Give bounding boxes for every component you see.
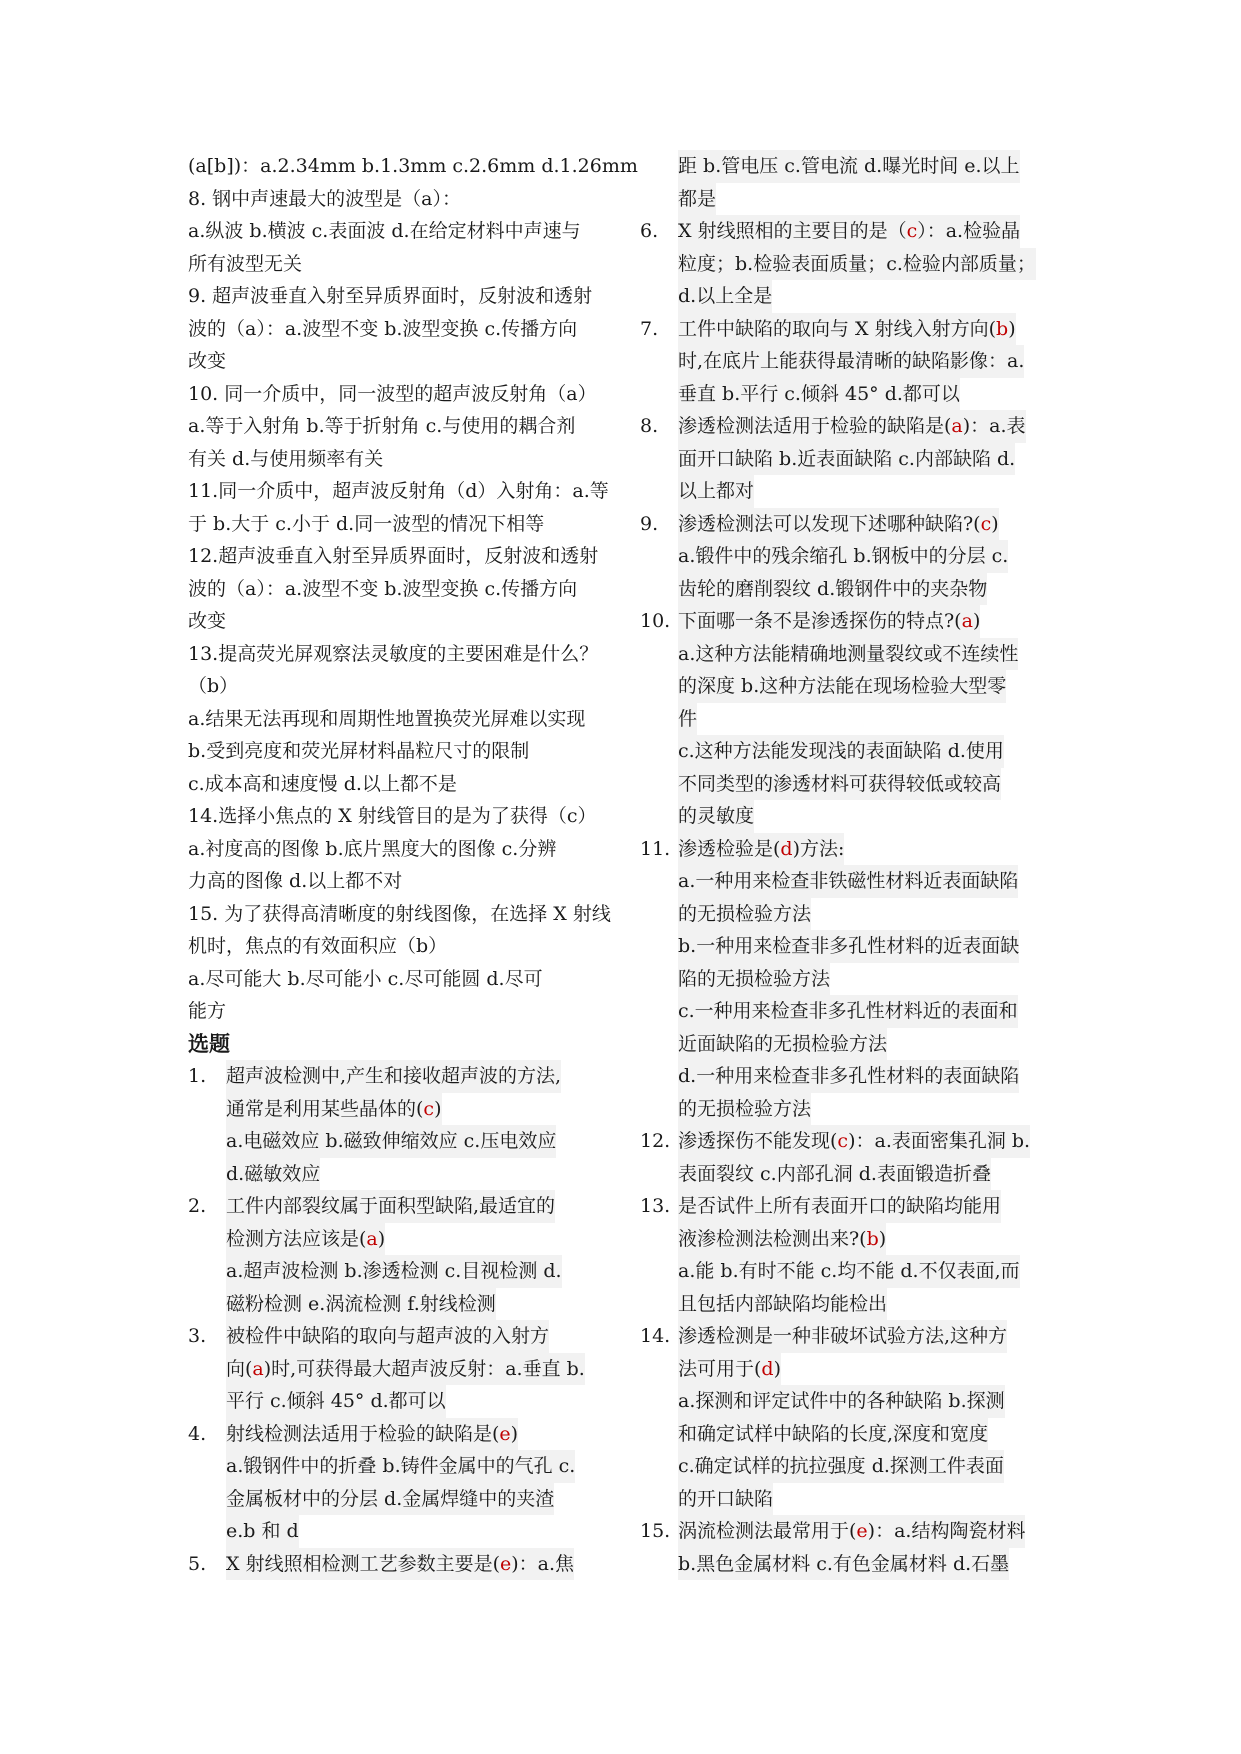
text-segment: 平行 c.倾斜 45° d.都可以 (226, 1390, 446, 1412)
question-number: 4. (188, 1422, 207, 1445)
text-line: 改变 (188, 610, 227, 632)
text-segment: 近面缺陷的无损检验方法 (678, 1032, 888, 1055)
highlighted-text (678, 1418, 988, 1451)
text-segment: 垂直 b.平行 c.倾斜 45° d.都可以 (678, 382, 960, 405)
question-number: 6. (640, 220, 659, 242)
highlighted-text (226, 1125, 556, 1158)
text-segment: 磁粉检测 e.涡流检测 f.射线检测 (226, 1292, 496, 1315)
question-item (188, 1060, 613, 1190)
text-segment: 液渗检测法检测出来?( (678, 1227, 867, 1250)
text-line (678, 410, 1060, 443)
text-segment: 渗透探伤不能发现( (678, 1130, 838, 1152)
text-segment: a.一种用来检查非铁磁性材料近表面缺陷 (678, 870, 1019, 892)
text-segment: 检测方法应该是( (226, 1227, 367, 1250)
answer-letter: b (996, 317, 1009, 340)
text-line (678, 1060, 1060, 1093)
answer-letter: a (252, 1357, 264, 1380)
question-number: 11. (640, 837, 671, 860)
highlighted-text (678, 313, 1016, 346)
answer-letter: b (866, 1227, 879, 1250)
text-line: 12.超声波垂直入射至异质界面时，反射波和透射 (188, 545, 599, 567)
text-segment: )方法: (792, 837, 845, 860)
text-line (678, 1255, 1060, 1288)
text-line (678, 183, 1060, 216)
text-segment: 是否试件上所有表面开口的缺陷均能用 (678, 1195, 1002, 1217)
text-segment: c.确定试样的抗拉强度 d.探测工件表面 (678, 1455, 1004, 1477)
text-line (678, 475, 1060, 508)
highlighted-text (678, 1255, 1020, 1288)
text-segment: 的无损检验方法 (678, 902, 812, 925)
highlighted-text (678, 1158, 991, 1191)
text-line (226, 1093, 613, 1126)
highlighted-text (678, 1190, 1001, 1223)
question-item (188, 1320, 613, 1418)
text-line (678, 865, 1060, 898)
text-segment: 渗透检测法适用于检验的缺陷是( (678, 415, 952, 437)
text-line (678, 800, 1060, 833)
text-segment: ) (377, 1227, 386, 1250)
highlighted-text (678, 800, 754, 833)
text-line: 8. 钢中声速最大的波型是（a）： (188, 187, 461, 210)
text-line (226, 1385, 613, 1418)
highlighted-text (678, 378, 960, 411)
question-body (678, 1125, 1060, 1190)
question-body (226, 1418, 613, 1548)
text-line (226, 1418, 613, 1451)
text-line (678, 638, 1060, 671)
text-segment: ) (434, 1097, 442, 1120)
text-segment: ) (878, 1227, 887, 1250)
text-segment: d.一种用来检查非多孔性材料的表面缺陷 (678, 1065, 1020, 1087)
text-line (678, 930, 1060, 963)
text-line (678, 605, 1060, 638)
answer-letter: d (780, 837, 793, 860)
text-segment: a.探测和评定试件中的各种缺陷 b.探测 (678, 1390, 1005, 1412)
answer-letter: e (499, 1552, 512, 1575)
text-line: a.尽可能大 b.尽可能小 c.尽可能圆 d.尽可 (188, 967, 543, 990)
answer-letter: c (980, 512, 992, 535)
text-segment: a.锻钢件中的折叠 b.铸件金属中的气孔 c. (226, 1455, 576, 1477)
highlighted-text (226, 1548, 574, 1581)
text-line: a.衬度高的图像 b.底片黑度大的图像 c.分辨 (188, 837, 557, 860)
text-segment: 工件内部裂纹属于面积型缺陷,最适宜的 (226, 1195, 556, 1217)
text-segment: 陷的无损检验方法 (678, 967, 831, 990)
text-line: a.结果无法再现和周期性地置换荧光屏难以实现 (188, 707, 586, 730)
text-segment: 表面裂纹 c.内部孔洞 d.表面锻造折叠 (678, 1162, 991, 1185)
text-line (678, 1028, 1060, 1061)
text-segment: )：a.表面密集孔洞 b. (848, 1130, 1031, 1152)
text-segment: a.锻件中的残余缩孔 b.钢板中的分层 c. (678, 545, 1009, 567)
highlighted-text (226, 1515, 299, 1548)
question-number: 5. (188, 1552, 207, 1575)
question-body (678, 410, 1060, 508)
text-segment: 距 b.管电压 c.管电流 d.曝光时间 e.以上 (678, 155, 1020, 177)
question-item (640, 508, 1060, 606)
question-item (640, 1125, 1060, 1190)
text-segment: c.一种用来检查非多孔性材料近的表面和 (678, 1000, 1018, 1022)
highlighted-text (226, 1320, 549, 1353)
question-item (640, 313, 1060, 411)
highlighted-text (678, 1483, 773, 1516)
highlighted-text (678, 1320, 1007, 1353)
text-line: 机时，焦点的有效面积应（b） (188, 935, 448, 957)
highlighted-text (226, 1418, 518, 1451)
text-line: 于 b.大于 c.小于 d.同一波型的情况下相等 (188, 512, 545, 535)
text-segment: 法可用于( (678, 1357, 762, 1380)
question-number: 14. (640, 1325, 671, 1347)
text-line (678, 508, 1060, 541)
text-line (678, 963, 1060, 996)
text-segment: d.磁敏效应 (226, 1162, 321, 1185)
question-item (640, 410, 1060, 508)
text-line: 14.选择小焦点的 X 射线管目的是为了获得（c） (188, 805, 597, 827)
highlighted-text (226, 1255, 562, 1288)
highlighted-text (678, 1125, 1030, 1158)
text-segment: 向( (226, 1357, 253, 1380)
answer-letter: e (856, 1520, 868, 1542)
text-segment: 和确定试样中缺陷的长度,深度和宽度 (678, 1422, 989, 1445)
text-line (678, 1385, 1060, 1418)
highlighted-text (226, 1483, 554, 1516)
text-segment: 的深度 b.这种方法能在现场检验大型零 (678, 675, 1007, 697)
text-line (678, 1418, 1060, 1451)
question-body (678, 833, 1060, 1126)
text-segment: ) (510, 1422, 519, 1445)
highlighted-text (678, 508, 999, 541)
question-body (226, 1060, 613, 1190)
question-number: 7. (640, 317, 659, 340)
text-segment: X 射线照相的主要目的是（ (678, 220, 907, 242)
question-body (678, 1190, 1060, 1320)
text-line (678, 768, 1060, 801)
highlighted-text (678, 670, 1006, 703)
text-line: 所有波型无关 (188, 252, 303, 275)
question-body (678, 605, 1060, 833)
text-line: 9. 超声波垂直入射至异质界面时，反射波和透射 (188, 285, 593, 307)
text-line (678, 1158, 1060, 1191)
highlighted-text (678, 1223, 886, 1256)
text-line: 11.同一介质中，超声波反射角（d）入射角：a.等 (188, 480, 609, 502)
highlighted-text (226, 1450, 575, 1483)
text-segment: e.b 和 d (226, 1520, 299, 1542)
question-number: 9. (640, 512, 659, 535)
text-line (678, 1125, 1060, 1158)
text-segment: )：a.结构陶瓷材料 (867, 1520, 1026, 1542)
highlighted-text (678, 1515, 1025, 1548)
highlighted-text (226, 1190, 555, 1223)
question-number: 3. (188, 1325, 207, 1347)
text-line (678, 1320, 1060, 1353)
text-line (678, 1548, 1060, 1581)
text-line: a.纵波 b.横波 c.表面波 d.在给定材料中声速与 (188, 220, 581, 242)
highlighted-text (678, 475, 754, 508)
text-segment: ) (773, 1357, 782, 1380)
highlighted-text (678, 833, 844, 866)
text-line (226, 1483, 613, 1516)
text-line: b.受到亮度和荧光屏材料晶粒尺寸的限制 (188, 740, 530, 762)
text-segment: ) (972, 610, 981, 632)
highlighted-text (226, 1288, 496, 1321)
text-segment: 时,在底片上能获得最清晰的缺陷影像：a. (678, 350, 1025, 372)
text-line (226, 1060, 613, 1093)
section-title: 选题 (188, 1031, 230, 1056)
text-line (678, 703, 1060, 736)
text-line (678, 443, 1060, 476)
highlighted-text (678, 703, 697, 736)
text-line (678, 670, 1060, 703)
text-line: 10. 同一介质中，同一波型的超声波反射角（a） (188, 382, 597, 405)
highlighted-text (678, 1385, 1005, 1418)
highlighted-text (226, 1223, 385, 1256)
text-line (678, 248, 1060, 281)
highlighted-text (678, 280, 772, 313)
text-segment: 通常是利用某些晶体的( (226, 1097, 424, 1120)
text-line (678, 280, 1060, 313)
text-line (678, 1353, 1060, 1386)
text-line: （b） (188, 675, 239, 697)
text-segment: c.这种方法能发现浅的表面缺陷 d.使用 (678, 740, 1004, 762)
highlighted-text (678, 1093, 811, 1126)
text-line: 有关 d.与使用频率有关 (188, 447, 384, 470)
question-item (188, 1548, 613, 1581)
text-segment: )：a.焦 (511, 1552, 575, 1575)
text-line (678, 898, 1060, 931)
text-line (678, 1515, 1060, 1548)
text-segment: 不同类型的渗透材料可获得较低或较高 (678, 772, 1002, 795)
text-segment: 粒度；b.检验表面质量；c.检验内部质量； (678, 252, 1036, 275)
highlighted-text (226, 1385, 446, 1418)
text-line: 波的（a）：a.波型不变 b.波型变换 c.传播方向 (188, 577, 578, 600)
question-number: 1. (188, 1065, 207, 1087)
left-column (188, 150, 638, 1580)
text-segment: ) (991, 512, 999, 535)
question-number: 12. (640, 1130, 671, 1152)
text-segment: 工件中缺陷的取向与 X 射线入射方向( (678, 317, 997, 340)
text-line (678, 313, 1060, 346)
text-segment: a.电磁效应 b.磁致伸缩效应 c.压电效应 (226, 1130, 557, 1152)
text-line (678, 1288, 1060, 1321)
text-segment: 件 (678, 707, 698, 730)
question-body (226, 1320, 613, 1418)
right-continuation-text (640, 150, 1060, 215)
text-segment: 被检件中缺陷的取向与超声波的入射方 (226, 1325, 550, 1347)
text-segment: ) (1008, 317, 1016, 340)
text-line (226, 1515, 613, 1548)
highlighted-text (678, 1288, 887, 1321)
text-line (678, 215, 1060, 248)
answer-letter: e (499, 1422, 511, 1445)
left-intro-text (188, 150, 638, 1028)
highlighted-text (678, 1450, 1004, 1483)
text-segment: a.这种方法能精确地测量裂纹或不连续性 (678, 642, 1019, 665)
question-body (678, 215, 1060, 313)
text-segment: ）：a.检验晶 (917, 220, 1021, 242)
highlighted-text (678, 898, 811, 931)
text-segment: )时,可获得最大超声波反射：a.垂直 b. (263, 1357, 585, 1380)
text-line (226, 1158, 613, 1191)
question-number: 13. (640, 1195, 671, 1217)
answer-letter: c (837, 1130, 849, 1152)
text-line (226, 1125, 613, 1158)
highlighted-text (226, 1060, 561, 1093)
text-line (226, 1190, 613, 1223)
highlighted-text (678, 735, 1004, 768)
question-item (640, 1320, 1060, 1515)
text-line (226, 1320, 613, 1353)
answer-letter: d (761, 1357, 774, 1380)
question-item (640, 215, 1060, 313)
right-question-list (640, 215, 1060, 1580)
text-line (678, 1450, 1060, 1483)
text-line (678, 378, 1060, 411)
text-segment: 的无损检验方法 (678, 1097, 812, 1120)
highlighted-text (678, 248, 1036, 281)
text-segment: 渗透检测法可以发现下述哪种缺陷?( (678, 512, 981, 535)
highlighted-text (678, 768, 1001, 801)
highlighted-text (678, 1353, 781, 1386)
text-line (226, 1223, 613, 1256)
text-line: 波的（a）：a.波型不变 b.波型变换 c.传播方向 (188, 317, 578, 340)
text-segment: 射线检测法适用于检验的缺陷是( (226, 1422, 500, 1445)
text-line: 改变 (188, 350, 227, 372)
text-line: 13.提高荧光屏观察法灵敏度的主要困难是什么？ (188, 642, 599, 665)
text-line: 能方 (188, 1000, 227, 1022)
question-body (226, 1548, 613, 1581)
text-segment: 齿轮的磨削裂纹 d.锻钢件中的夹杂物 (678, 577, 988, 600)
text-segment: 都是 (678, 187, 717, 210)
highlighted-text (678, 183, 716, 216)
text-segment: d.以上全是 (678, 285, 773, 307)
question-body (678, 313, 1060, 411)
highlighted-text (678, 215, 1020, 248)
highlighted-text (678, 930, 1019, 963)
text-line (678, 735, 1060, 768)
question-body (226, 1190, 613, 1320)
text-line (678, 1093, 1060, 1126)
highlighted-text (678, 573, 987, 606)
highlighted-text (678, 410, 1026, 443)
question-body (678, 1320, 1060, 1515)
left-question-list (188, 1060, 613, 1580)
text-line: 力高的图像 d.以上都不对 (188, 870, 403, 892)
text-line (678, 345, 1060, 378)
text-segment: 超声波检测中,产生和接收超声波的方法, (226, 1065, 562, 1087)
text-line (678, 833, 1060, 866)
text-line (678, 573, 1060, 606)
highlighted-text (678, 605, 980, 638)
highlighted-text (678, 345, 1024, 378)
highlighted-text (678, 995, 1018, 1028)
question-item (640, 1190, 1060, 1320)
text-segment: 渗透检验是( (678, 837, 781, 860)
text-line (226, 1450, 613, 1483)
text-line (226, 1288, 613, 1321)
text-line: (a[b])：a.2.34mm b.1.3mm c.2.6mm d.1.26mm (188, 155, 638, 177)
text-segment: 的灵敏度 (678, 805, 755, 827)
text-line (678, 1483, 1060, 1516)
text-line: a.等于入射角 b.等于折射角 c.与使用的耦合剂 (188, 415, 576, 437)
text-segment: b.一种用来检查非多孔性材料的近表面缺 (678, 935, 1020, 957)
text-segment: 的开口缺陷 (678, 1487, 774, 1510)
text-line (678, 995, 1060, 1028)
text-segment: 下面哪一条不是渗透探伤的特点?( (678, 610, 962, 632)
highlighted-text (226, 1158, 320, 1191)
answer-letter: c (423, 1097, 435, 1120)
text-segment: b.黑色金属材料 c.有色金属材料 d.石墨 (678, 1552, 1010, 1575)
question-number: 2. (188, 1195, 207, 1217)
highlighted-text (678, 865, 1018, 898)
highlighted-text (678, 638, 1018, 671)
question-number: 8. (640, 415, 659, 437)
text-line (678, 1223, 1060, 1256)
text-line (678, 1190, 1060, 1223)
text-line: 15. 为了获得高清晰度的射线图像，在选择 X 射线 (188, 902, 611, 925)
text-line: c.成本高和速度慢 d.以上都不是 (188, 772, 457, 795)
text-line (678, 150, 1060, 183)
highlighted-text (678, 1548, 1009, 1581)
question-item (188, 1418, 613, 1548)
question-item (188, 1190, 613, 1320)
question-item (640, 605, 1060, 833)
highlighted-text (678, 443, 1015, 476)
question-item (640, 833, 1060, 1126)
text-segment: 渗透检测是一种非破坏试验方法,这种方 (678, 1325, 1008, 1347)
question-number: 10. (640, 610, 671, 632)
highlighted-text (678, 540, 1008, 573)
text-line (226, 1548, 613, 1581)
text-segment: 金属板材中的分层 d.金属焊缝中的夹渣 (226, 1487, 555, 1510)
text-segment: a.能 b.有时不能 c.均不能 d.不仅表面,而 (678, 1260, 1020, 1282)
highlighted-text (226, 1353, 585, 1386)
text-segment: a.超声波检测 b.渗透检测 c.目视检测 d. (226, 1260, 562, 1282)
text-segment: X 射线照相检测工艺参数主要是( (226, 1552, 500, 1575)
text-segment: 以上都对 (678, 480, 755, 502)
answer-letter: c (906, 220, 918, 242)
text-line (226, 1353, 613, 1386)
text-segment: 且包括内部缺陷均能检出 (678, 1292, 888, 1315)
answer-letter: a (366, 1227, 378, 1250)
text-segment: )：a.表 (962, 415, 1026, 437)
highlighted-text (678, 1028, 887, 1061)
question-body (678, 508, 1060, 606)
answer-letter: a (961, 610, 973, 632)
right-column (640, 150, 1060, 1580)
question-number: 15. (640, 1520, 671, 1542)
highlighted-text (226, 1093, 442, 1126)
text-segment: 涡流检测法最常用于( (678, 1520, 857, 1542)
highlighted-text (678, 963, 830, 996)
highlighted-text (678, 150, 1020, 183)
answer-letter: a (951, 415, 963, 437)
text-line (678, 540, 1060, 573)
highlighted-text (678, 1060, 1019, 1093)
question-body (678, 1515, 1060, 1580)
text-segment: 面开口缺陷 b.近表面缺陷 c.内部缺陷 d. (678, 447, 1016, 470)
text-line (226, 1255, 613, 1288)
question-item (640, 1515, 1060, 1580)
